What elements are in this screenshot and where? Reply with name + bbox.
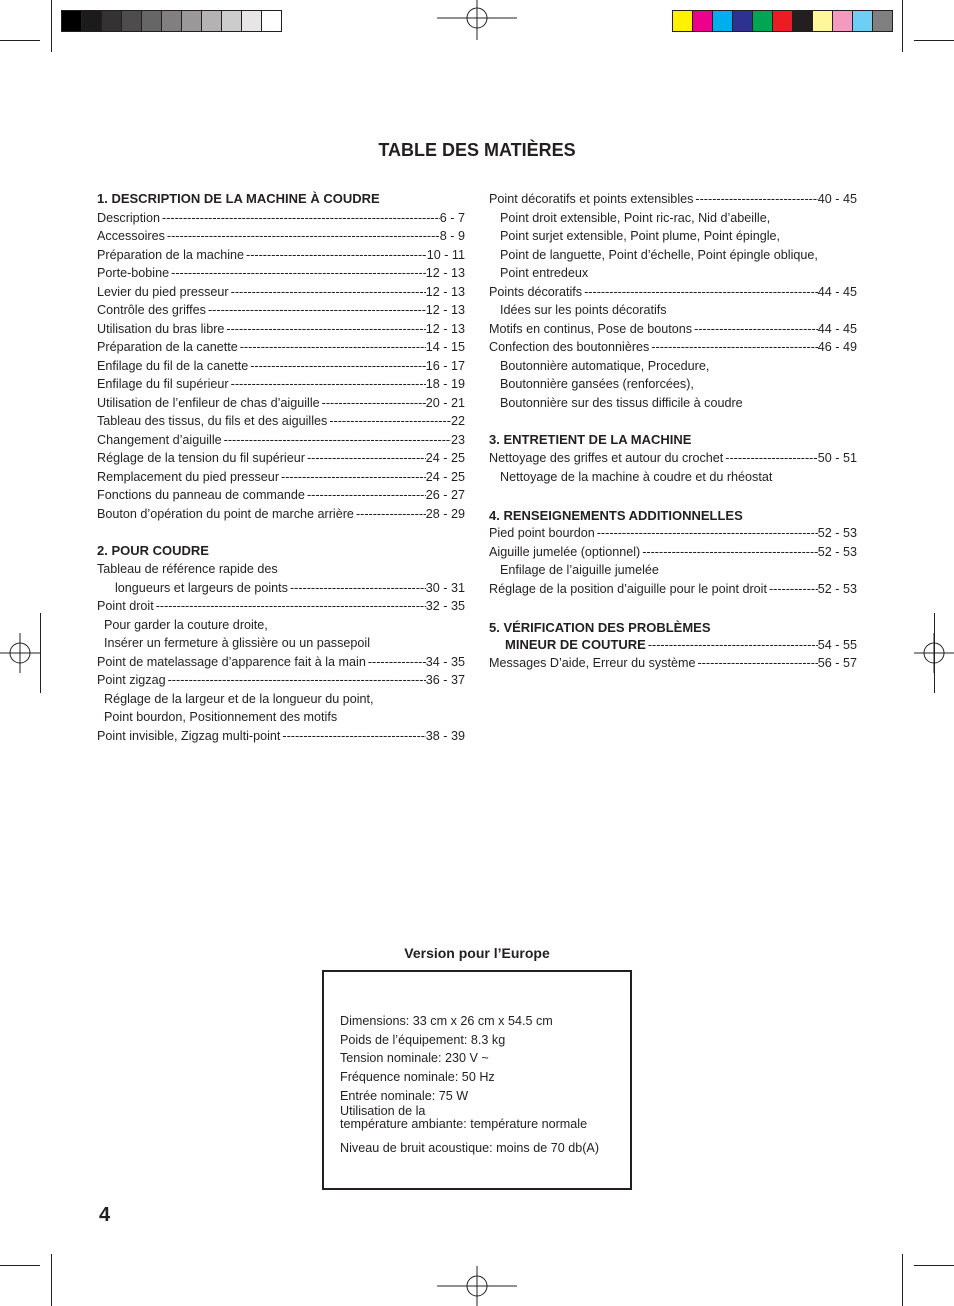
toc-entry-label: Tableau des tissus, du fils et des aiguilles xyxy=(97,414,328,428)
toc-subentry: Enfilage de l’aiguille jumelée xyxy=(500,563,659,577)
toc-entry-label: Points décoratifs xyxy=(489,284,583,299)
toc-subentry: Point de languette, Point d’échelle, Point épingle oblique, xyxy=(500,247,818,262)
toc-entry-label: Enfilage du fil de la canette xyxy=(97,358,249,373)
crop-mark xyxy=(0,40,40,41)
registration-mark-left xyxy=(0,633,40,673)
toc-entry xyxy=(97,597,465,616)
toc-entry-label: Aiguille jumelée (optionnel) xyxy=(489,544,641,559)
toc-entry-pages: 56 - 57 xyxy=(817,656,857,670)
color-swatch xyxy=(793,11,813,31)
toc-subentry: Insérer un fermeture à glissière ou un passepoil xyxy=(104,636,371,650)
toc-entry xyxy=(97,505,465,524)
toc-entry xyxy=(489,283,857,302)
toc-entry xyxy=(97,449,465,468)
section-heading: 5. VÉRIFICATION DES PROBLÈMES xyxy=(489,620,711,635)
toc-entry-pages: 52 - 53 xyxy=(817,544,857,559)
toc-entry xyxy=(97,486,465,505)
toc-subentry: Réglage de la largeur et de la longueur du point, xyxy=(104,691,374,706)
toc-leader xyxy=(320,394,426,413)
toc-entry-pages: 23 xyxy=(450,432,465,447)
registration-mark-right xyxy=(914,633,954,673)
toc-leader xyxy=(160,209,440,228)
toc-entry-pages: 44 - 45 xyxy=(817,284,857,299)
toc-entry xyxy=(97,431,465,450)
section-heading: 3. ENTRETIENT DE LA MACHINE xyxy=(489,431,692,447)
spec-usage xyxy=(340,1105,630,1137)
toc-entry-pages: 52 - 53 xyxy=(817,581,857,596)
toc-entry-pages: 44 - 45 xyxy=(817,321,857,336)
toc-entry-pages: 36 - 37 xyxy=(425,673,465,687)
toc-entry-pages: 24 - 25 xyxy=(425,469,465,484)
crop-mark xyxy=(914,1265,954,1266)
toc-entry xyxy=(489,449,857,468)
toc-leader xyxy=(692,320,818,339)
color-swatch xyxy=(713,11,733,31)
spec-power: Entrée nominale: 75 W xyxy=(340,1088,469,1103)
toc-entry-label: Motifs en continus, Pose de boutons xyxy=(489,321,693,336)
color-swatch xyxy=(693,11,713,31)
color-swatch xyxy=(673,11,693,31)
toc-entry xyxy=(97,301,465,320)
toc-entry xyxy=(97,320,465,339)
toc-entry-pages: 54 - 55 xyxy=(817,638,857,652)
spec-weight: Poids de l’équipement: 8.3 kg xyxy=(340,1032,506,1047)
toc-entry xyxy=(97,412,465,431)
toc-column-right xyxy=(489,190,857,673)
toc-entry-pages: 26 - 27 xyxy=(425,488,465,502)
toc-entry-label: Point de matelassage d’apparence fait à la main xyxy=(97,654,366,669)
toc-subentry: Pour garder la couture droite, xyxy=(104,617,268,632)
toc-entry-pages: 14 - 15 xyxy=(425,340,465,354)
toc-entry xyxy=(489,524,857,543)
gray-swatch xyxy=(82,11,102,31)
toc-entry xyxy=(489,636,857,654)
crop-mark xyxy=(902,1254,903,1306)
toc-entry xyxy=(97,209,465,228)
color-swatch xyxy=(753,11,773,31)
toc-leader xyxy=(288,579,426,598)
toc-entry-pages: 12 - 13 xyxy=(425,303,465,317)
toc-entry xyxy=(97,357,465,376)
toc-leader xyxy=(244,246,427,265)
version-heading: Version pour l’Europe xyxy=(404,945,550,961)
toc-entry-pages: 50 - 51 xyxy=(817,451,857,465)
toc-entry-pages: 34 - 35 xyxy=(425,654,465,669)
spec-voltage: Tension nominale: 230 V ~ xyxy=(340,1051,489,1066)
toc-entry-label: Changement d’aiguille xyxy=(97,432,222,447)
toc-entry-pages: 10 - 11 xyxy=(426,247,465,262)
toc-entry xyxy=(97,283,465,302)
toc-leader xyxy=(646,636,818,654)
toc-leader xyxy=(649,338,817,357)
color-swatch xyxy=(813,11,833,31)
toc-entry-label: Nettoyage des griffes et autour du crochet xyxy=(489,451,724,465)
toc-leader xyxy=(305,486,426,505)
toc-entry-pages: 52 - 53 xyxy=(817,526,857,540)
toc-entry-label: Remplacement du pied presseur xyxy=(97,469,280,484)
toc-entry-pages: 24 - 25 xyxy=(425,451,465,465)
toc-entry-label: Contrôle des griffes xyxy=(97,303,206,317)
toc-entry-pages: 18 - 19 xyxy=(425,377,465,391)
toc-subentry: Boutonnière automatique, Procedure, xyxy=(500,358,710,373)
gray-swatch xyxy=(242,11,262,31)
toc-entry-pages: 6 - 7 xyxy=(439,210,465,225)
toc-subentry: Nettoyage de la machine à coudre et du rhéostat xyxy=(500,469,773,484)
toc-entry-label: Utilisation de l’enfileur de chas d’aiguille xyxy=(97,395,320,410)
toc-leader xyxy=(166,671,426,690)
crop-mark xyxy=(914,40,954,41)
toc-entry-label: Point invisible, Zigzag multi-point xyxy=(97,728,281,743)
toc-entry-pages: 38 - 39 xyxy=(425,728,465,743)
crop-mark xyxy=(40,613,41,693)
toc-entry-label: Réglage de la tension du fil supérieur xyxy=(97,451,305,465)
page-number: 4 xyxy=(99,1204,111,1226)
toc-entry xyxy=(97,653,465,672)
gray-swatch xyxy=(222,11,242,31)
toc-subentry: Idées sur les points décoratifs xyxy=(500,303,667,317)
gray-swatch xyxy=(142,11,162,31)
toc-entry-label: Porte-bobine xyxy=(97,266,170,280)
color-swatch xyxy=(873,11,892,31)
toc-entry xyxy=(489,190,857,209)
toc-entry-pages: 40 - 45 xyxy=(817,192,857,206)
toc-entry xyxy=(489,543,857,562)
toc-leader xyxy=(595,524,818,543)
section-heading: 2. POUR COUDRE xyxy=(97,542,209,558)
color-swatch xyxy=(833,11,853,31)
toc-entry-label: Messages D’aide, Erreur du système xyxy=(489,656,696,670)
toc-entry-label: Point zigzag xyxy=(97,673,166,687)
grayscale-color-bar xyxy=(61,10,282,32)
toc-leader xyxy=(229,283,426,302)
gray-swatch xyxy=(162,11,182,31)
toc-leader xyxy=(695,654,817,673)
toc-leader xyxy=(165,227,440,246)
registration-mark-top xyxy=(437,0,517,40)
toc-entry-pages: 28 - 29 xyxy=(425,506,465,521)
toc-entry-label: longueurs et largeurs de points xyxy=(115,580,288,595)
toc-entry-label: Fonctions du panneau de commande xyxy=(97,488,305,502)
toc-entry xyxy=(489,580,857,599)
toc-leader xyxy=(723,449,817,468)
toc-entry-label: Bouton d’opération du point de marche arrière xyxy=(97,506,354,521)
toc-leader xyxy=(767,580,818,599)
toc-entry-pages: 12 - 13 xyxy=(425,284,465,299)
toc-leader xyxy=(327,412,451,431)
toc-entry-label: Utilisation du bras libre xyxy=(97,321,225,336)
toc-entry-pages: 8 - 9 xyxy=(439,229,465,243)
toc-entry xyxy=(97,227,465,246)
spec-noise: Niveau de bruit acoustique: moins de 70 db(A) xyxy=(340,1141,600,1156)
toc-entry xyxy=(97,579,465,598)
toc-leader xyxy=(366,653,426,672)
gray-swatch xyxy=(102,11,122,31)
toc-entry-pages: 32 - 35 xyxy=(425,599,465,613)
toc-entry-label: Pied point bourdon xyxy=(489,526,595,540)
toc-leader xyxy=(280,727,425,746)
toc-entry xyxy=(97,375,465,394)
gray-swatch xyxy=(202,11,222,31)
toc-entry-label: Accessoires xyxy=(97,229,165,243)
toc-entry xyxy=(97,264,465,283)
toc-entry-label: Point droit xyxy=(97,599,154,613)
toc-leader xyxy=(582,283,818,302)
toc-leader xyxy=(279,468,426,487)
toc-entry-pages: 12 - 13 xyxy=(425,266,465,280)
process-color-bar xyxy=(672,10,893,32)
toc-subentry: Point droit extensible, Point ric-rac, Nid d’abeille, xyxy=(500,210,771,225)
toc-entry xyxy=(97,671,465,690)
toc-entry-label: Confection des boutonnières xyxy=(489,340,650,354)
section-heading: 4. RENSEIGNEMENTS ADDITIONNELLES xyxy=(489,508,743,523)
toc-leader xyxy=(229,375,426,394)
color-swatch xyxy=(853,11,873,31)
toc-leader xyxy=(224,320,425,339)
toc-entry-pages: 46 - 49 xyxy=(817,340,857,354)
gray-swatch xyxy=(122,11,142,31)
toc-subentry: Point surjet extensible, Point plume, Point épingle, xyxy=(500,229,781,243)
crop-mark xyxy=(51,1254,52,1306)
toc-leader xyxy=(238,338,426,357)
toc-leader xyxy=(248,357,426,376)
crop-mark xyxy=(902,0,903,52)
toc-leader xyxy=(154,597,426,616)
crop-mark xyxy=(0,1265,40,1266)
toc-entry-pages: 12 - 13 xyxy=(425,321,465,336)
toc-entry xyxy=(489,338,857,357)
spec-dimensions: Dimensions: 33 cm x 26 cm x 54.5 cm xyxy=(340,1014,553,1028)
toc-entry-label: Enfilage du fil supérieur xyxy=(97,377,229,391)
toc-entry-pages: 20 - 21 xyxy=(425,395,465,410)
toc-entry-intro: Tableau de référence rapide des xyxy=(97,562,278,576)
toc-entry-label: Point décoratifs et points extensibles xyxy=(489,192,694,206)
section-heading: 1. DESCRIPTION DE LA MACHINE À COUDRE xyxy=(97,191,380,206)
toc-entry xyxy=(97,468,465,487)
toc-subentry: Boutonnière sur des tissus difficile à coudre xyxy=(500,395,743,410)
toc-subentry: Boutonnière gansées (renforcées), xyxy=(500,377,694,391)
toc-entry-label: Réglage de la position d’aiguille pour le point droit xyxy=(489,581,767,596)
section-heading-continued: MINEUR DE COUTURE xyxy=(505,637,646,652)
toc-leader xyxy=(640,543,818,562)
toc-leader xyxy=(169,264,426,283)
spec-frequency: Fréquence nominale: 50 Hz xyxy=(340,1070,495,1085)
toc-leader xyxy=(354,505,426,524)
toc-leader xyxy=(222,431,451,450)
registration-mark-bottom xyxy=(437,1266,517,1306)
toc-subentry: Point bourdon, Positionnement des motifs xyxy=(104,710,338,724)
spec-usage-line1: Utilisation de la xyxy=(340,1104,426,1119)
toc-entry xyxy=(97,338,465,357)
toc-entry xyxy=(489,654,857,673)
gray-swatch xyxy=(62,11,82,31)
gray-swatch xyxy=(182,11,202,31)
color-swatch xyxy=(733,11,753,31)
toc-subentry: Point entredeux xyxy=(500,266,589,280)
toc-leader xyxy=(206,301,426,320)
toc-entry-pages: 30 - 31 xyxy=(425,580,465,595)
toc-entry-label: Description xyxy=(97,210,160,225)
gray-swatch xyxy=(262,11,281,31)
toc-entry-pages: 16 - 17 xyxy=(425,358,465,373)
page-title: TABLE DES MATIÈRES xyxy=(378,140,576,160)
toc-entry xyxy=(489,320,857,339)
toc-entry xyxy=(97,727,465,746)
toc-entry-label: Préparation de la machine xyxy=(97,247,245,262)
toc-entry-pages: 22 xyxy=(450,414,465,428)
specifications-list xyxy=(340,1012,630,1158)
toc-entry xyxy=(97,394,465,413)
color-swatch xyxy=(773,11,793,31)
toc-column-left xyxy=(97,190,465,745)
crop-mark xyxy=(51,0,52,52)
toc-entry-label: Levier du pied presseur xyxy=(97,284,229,299)
specifications-box xyxy=(322,970,632,1190)
spec-usage-line2: température ambiante: température normale xyxy=(340,1117,588,1132)
toc-leader xyxy=(693,190,817,209)
toc-entry xyxy=(97,246,465,265)
toc-leader xyxy=(305,449,426,468)
toc-entry-label: Préparation de la canette xyxy=(97,340,238,354)
